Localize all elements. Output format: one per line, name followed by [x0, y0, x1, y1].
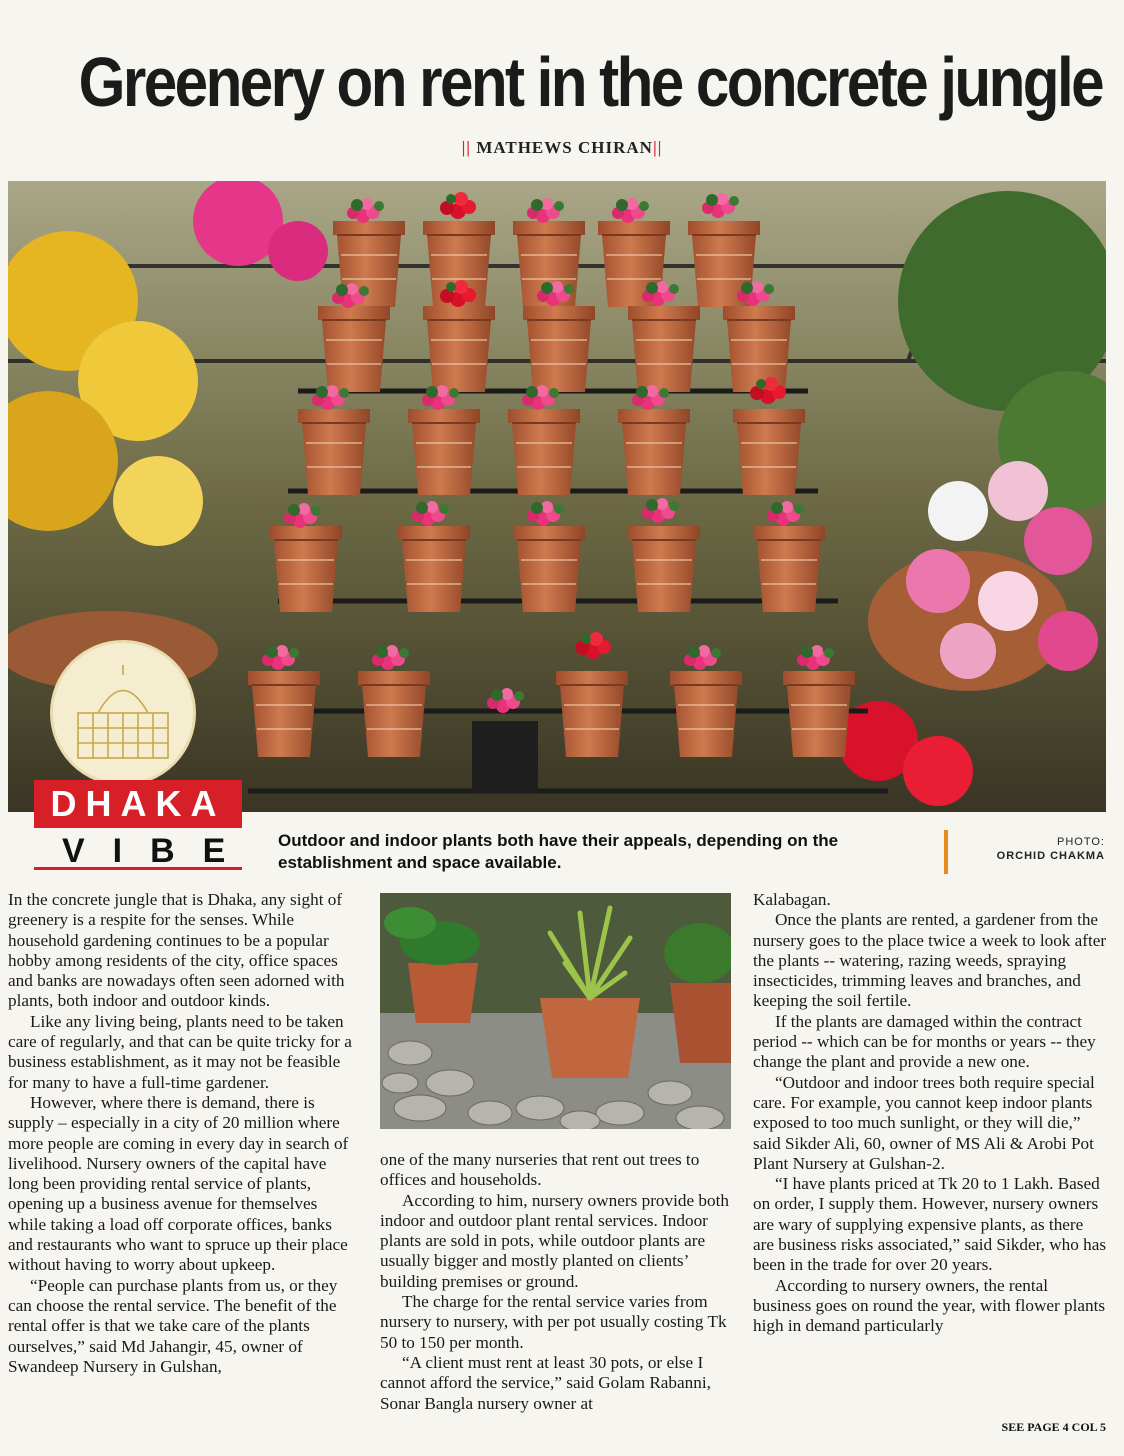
article-column-3: [753, 890, 1107, 1337]
paragraph: According to nursery owners, the rental business goes on round the year, with flower plants high in demand particularly: [753, 1275, 1106, 1336]
byline-author: MATHEWS CHIRAN: [476, 138, 653, 157]
paragraph: According to him, nursery owners provide both indoor and outdoor plant rental services. Indoor plants are sold in pots, while outdoor plants are usually bigger and mostly planted on clients’ building premises or ground.: [380, 1190, 729, 1291]
paragraph: one of the many nurseries that rent out trees to offices and households.: [380, 1150, 700, 1190]
article-column-1: [8, 890, 356, 1377]
paragraph: If the plants are damaged within the contract period -- which can be for months or years -- they change the plant and provide a new one.: [753, 1011, 1096, 1072]
headline: Greenery on rent in the concrete jungle: [78, 43, 1103, 121]
paragraph: “People can purchase plants from us, or they can choose the rental service. The benefit of the rental offer is that we take care of the plants ourselves,” said Md Jahangir, 45, owner of Swandeep Nursery in Gulshan,: [8, 1275, 338, 1376]
jump-line: SEE PAGE 4 COL 5: [1001, 1420, 1106, 1434]
indoor-plants-photo: [380, 893, 731, 1129]
paragraph: However, where there is demand, there is supply – especially in a city of 20 million where more people are coming in every day in search of livelihood. Nursery owners of the capital have long been providing rental service of plants, opening up a business avenue for themselves while taking a load off corporate offices, banks and restaurants who want to spruce up their place without having to worry about upkeep.: [8, 1092, 349, 1275]
byline-bars-right: ||: [652, 138, 663, 157]
badge-dhaka: DHAKA: [34, 780, 242, 828]
paragraph: In the concrete jungle that is Dhaka, any sight of greenery is a respite for the senses. While household gardening continues to be a popular hobby among residents of the city, office spaces and banks are nowadays often seen adorned with plants, both indoor and outdoor kinds.: [8, 890, 345, 1011]
dhaka-vibe-emblem: [50, 640, 196, 786]
paragraph: “A client must rent at least 30 pots, or else I cannot afford the service,” said Golam Rabanni, Sonar Bangla nursery owner at: [380, 1352, 711, 1413]
paragraph: Kalabagan.: [753, 890, 831, 909]
paragraph: “Outdoor and indoor trees both require special care. For example, you cannot keep indoor plants exposed to too much sunlight, or they will die,” said Sikder Ali, 60, owner of MS Ali & Arobi Pot Plant Nursery at Gulshan-2.: [753, 1072, 1095, 1173]
photo-caption: Outdoor and indoor plants both have their appeals, depending on the establishment and space available.: [278, 831, 839, 872]
credit-divider: [944, 830, 948, 874]
paragraph: Once the plants are rented, a gardener from the nursery goes to the place twice a week to look after the plants -- watering, razing weeds, spraying insecticides, trimming leaves and branches, and keeping the soil fertile.: [753, 910, 1107, 1011]
paragraph: Like any living being, plants need to be taken care of regularly, and that can be quite tricky for a business establishment, as it may not be feasible for many to have a full-time gardener.: [8, 1011, 352, 1092]
paragraph: The charge for the rental service varies from nursery to nursery, with per pot usually costing Tk 50 to 150 per month.: [380, 1292, 727, 1352]
byline: [0, 138, 1124, 158]
paragraph: “I have plants priced at Tk 20 to 1 Lakh. Based on order, I supply them. However, nursery owners are wary of supplying expensive plants, as there are business risks associated,” said Sikder, who has been in the trade for over 20 years.: [753, 1174, 1107, 1275]
photo-credit-name: ORCHID CHAKMA: [996, 850, 1105, 862]
badge-vibe: VIBE: [34, 832, 242, 870]
photo-credit: [960, 835, 1105, 863]
byline-bars-left: ||: [461, 138, 472, 157]
photo-credit-label: PHOTO:: [1057, 836, 1105, 848]
article-column-2: [380, 1150, 732, 1414]
